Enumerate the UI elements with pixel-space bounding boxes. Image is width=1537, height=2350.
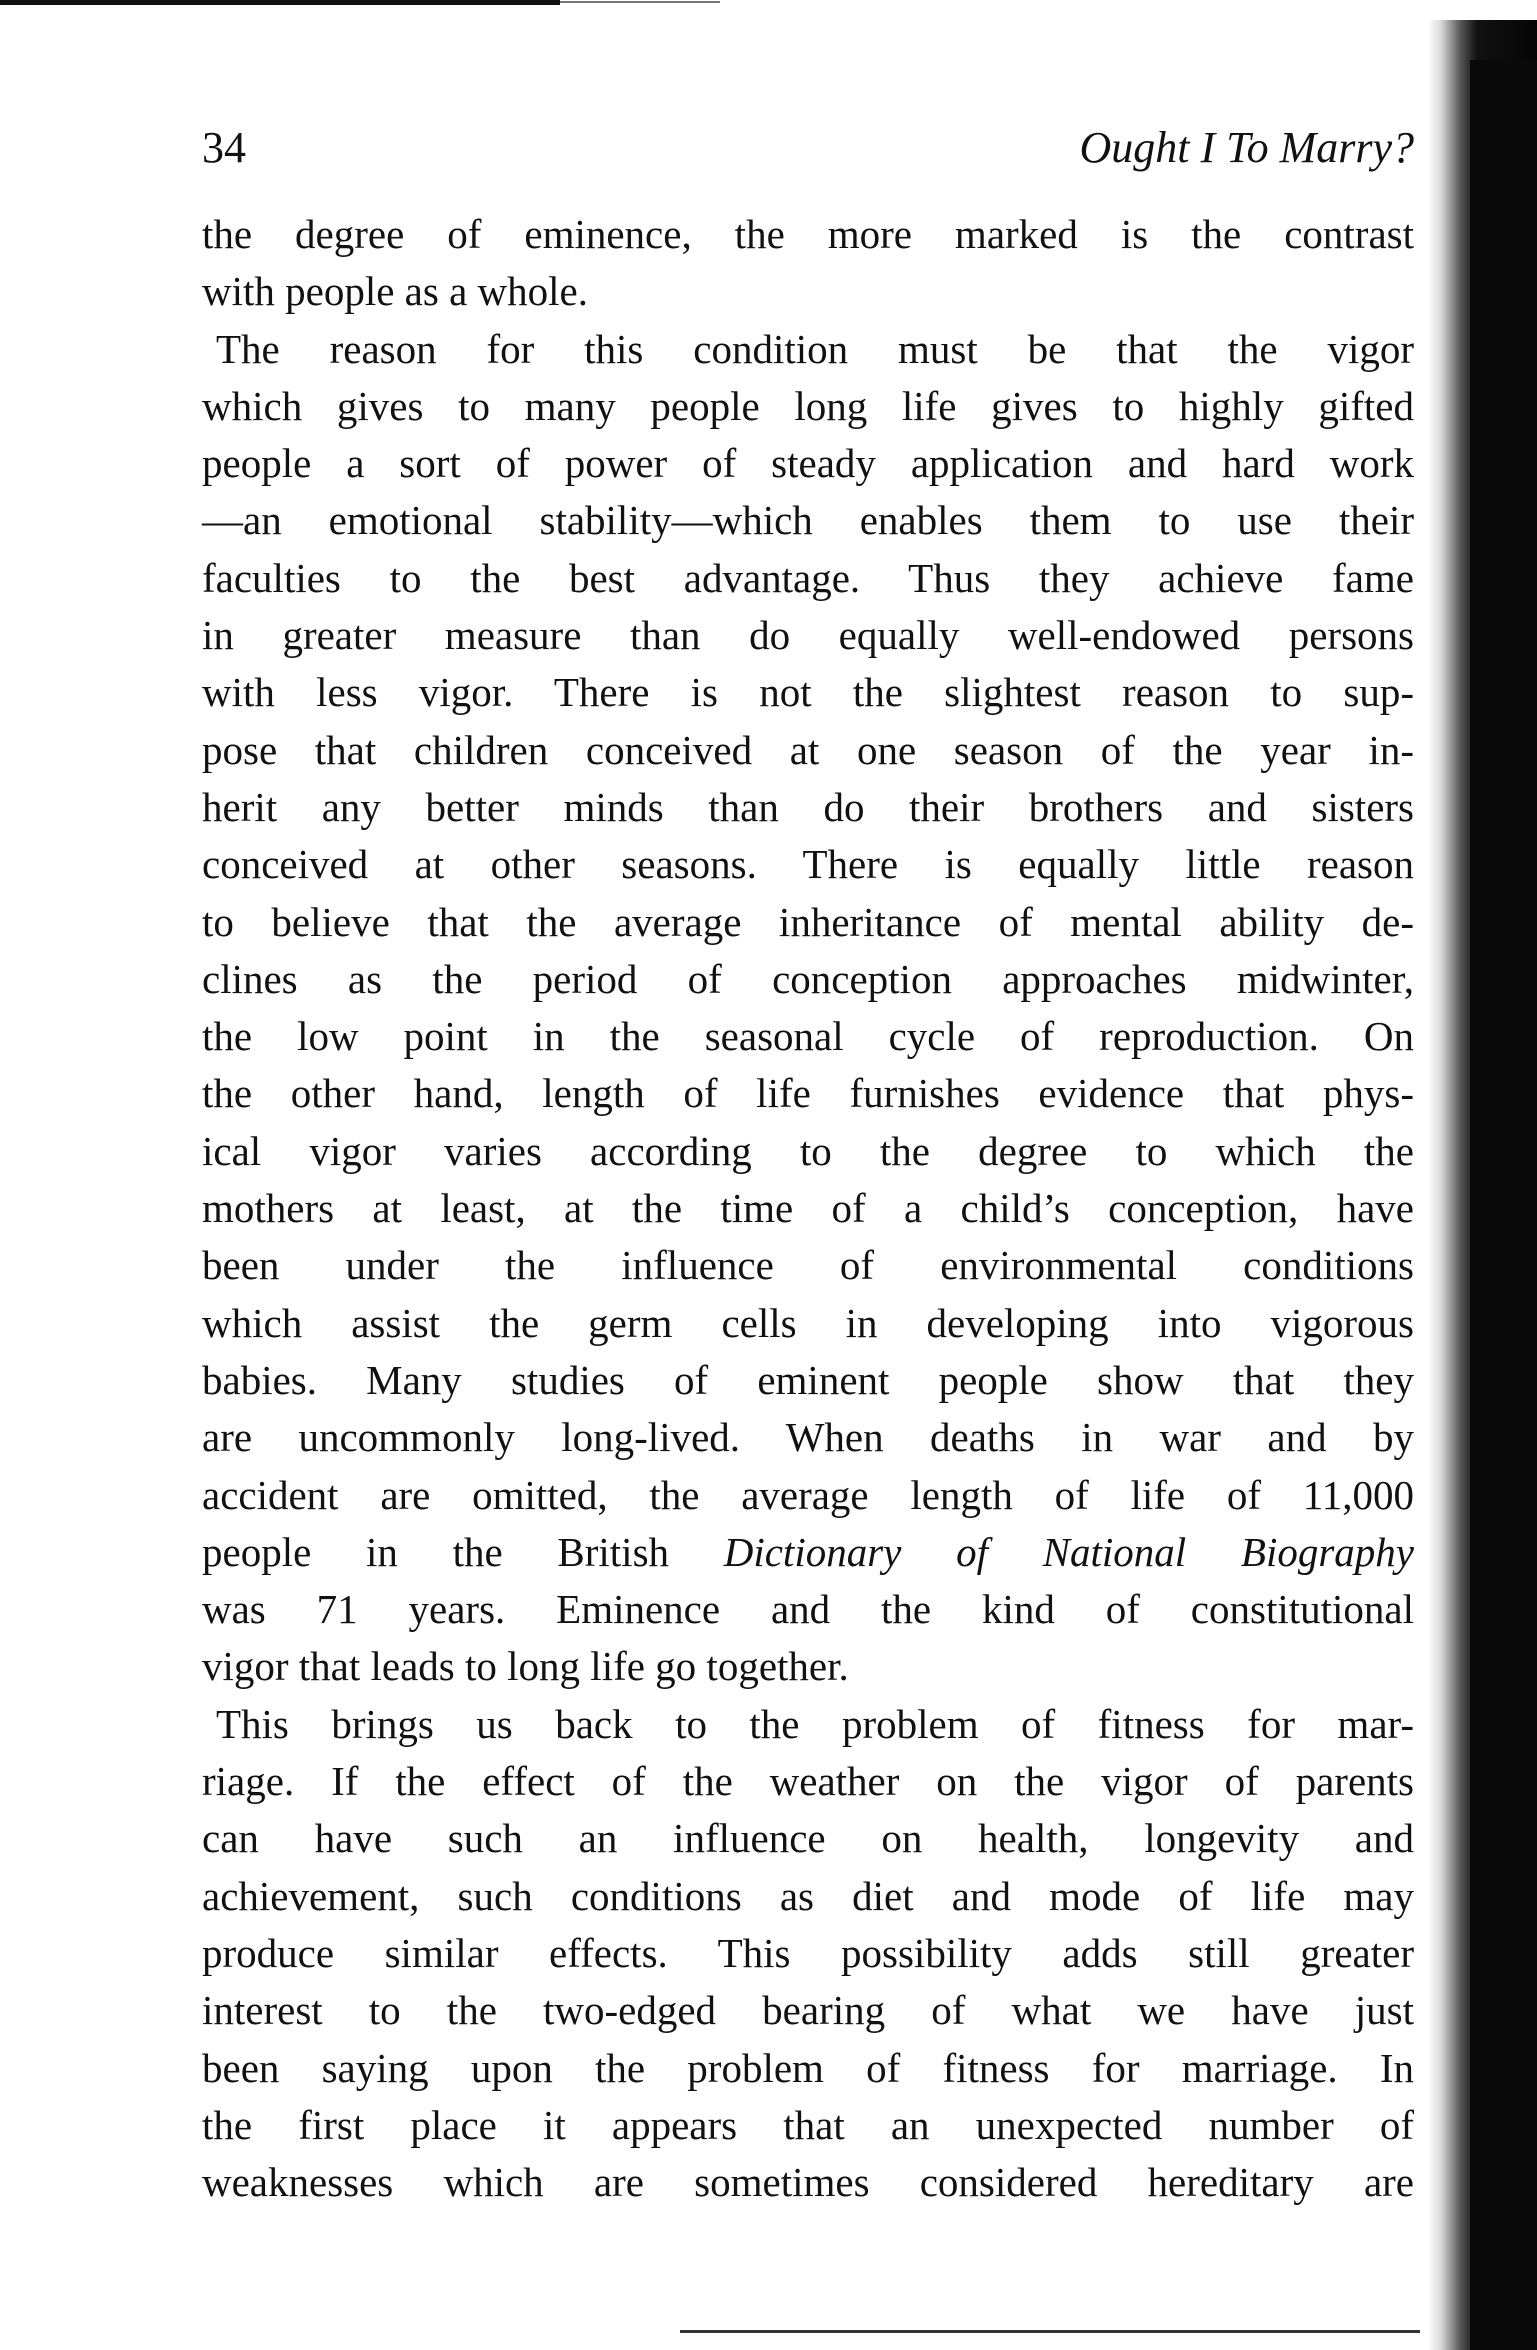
text-line-italic-title: people in the British Dictionary of National Biography	[202, 1528, 1414, 1575]
text-line: interest to the two-edged bearing of what we have just	[202, 1987, 1414, 2034]
text-line: —an emotional stability—which enables them to use their	[202, 497, 1414, 544]
text-line: people a sort of power of steady application and hard work	[202, 440, 1414, 487]
body-text	[202, 206, 1414, 2211]
page-number: 34	[202, 123, 246, 172]
text-line: produce similar effects. This possibility adds still greater	[202, 1929, 1414, 1976]
text-line: which assist the germ cells in developing into vigorous	[202, 1299, 1414, 1346]
text-line: babies. Many studies of eminent people show that they	[202, 1356, 1414, 1403]
text-line: weaknesses which are sometimes considered hereditary are	[202, 2159, 1414, 2206]
text-line: with less vigor. There is not the slightest reason to sup-	[202, 669, 1414, 716]
text-line: The reason for this condition must be that the vigor	[216, 325, 1414, 372]
book-title-italic: Dictionary of National Biography	[723, 1528, 1414, 1575]
text-line: ical vigor varies according to the degree to which the	[202, 1127, 1414, 1174]
text-line: pose that children conceived at one season of the year in-	[202, 726, 1414, 773]
text-line: conceived at other seasons. There is equally little reason	[202, 841, 1414, 888]
text-line: riage. If the effect of the weather on the vigor of parents	[202, 1758, 1414, 1805]
text-line: accident are omitted, the average length of life of 11,000	[202, 1471, 1414, 1518]
top-edge-rule	[0, 0, 560, 5]
text-line: was 71 years. Eminence and the kind of constitutional	[202, 1586, 1414, 1633]
text-line: which gives to many people long life gives to highly gifted	[202, 382, 1414, 429]
page-edge-dark	[1470, 60, 1537, 2350]
text-line: mothers at least, at the time of a child’s conception, have	[202, 1185, 1414, 1232]
text-line: to believe that the average inheritance of mental ability de-	[202, 898, 1414, 945]
text-line: clines as the period of conception approaches midwinter,	[202, 955, 1414, 1002]
text-line: the first place it appears that an unexpected number of	[202, 2101, 1414, 2148]
text-line: This brings us back to the problem of fitness for mar-	[216, 1700, 1414, 1747]
text-line: faculties to the best advantage. Thus they achieve fame	[202, 554, 1414, 601]
text-line: in greater measure than do equally well-endowed persons	[202, 612, 1414, 659]
text-line: are uncommonly long-lived. When deaths in war and by	[202, 1414, 1414, 1461]
text-line: can have such an influence on health, longevity and	[202, 1815, 1414, 1862]
text-line: achievement, such conditions as diet and mode of life may	[202, 1872, 1414, 1919]
top-edge-rule-thin	[560, 1, 720, 3]
bottom-edge-rule	[680, 2330, 1420, 2333]
page-header	[202, 118, 1414, 188]
text-line: been saying upon the problem of fitness for marriage. In	[202, 2044, 1414, 2091]
text-line: been under the influence of environmental conditions	[202, 1242, 1414, 1289]
running-title: Ought I To Marry?	[1079, 123, 1414, 172]
text-line: vigor that leads to long life go together.	[202, 1643, 849, 1690]
text-line: the low point in the seasonal cycle of reproduction. On	[202, 1013, 1414, 1060]
text-line: herit any better minds than do their brothers and sisters	[202, 783, 1414, 830]
text-line: the other hand, length of life furnishes evidence that phys-	[202, 1070, 1414, 1117]
text-line: with people as a whole.	[202, 268, 588, 315]
text-line: the degree of eminence, the more marked is the contrast	[202, 211, 1414, 257]
